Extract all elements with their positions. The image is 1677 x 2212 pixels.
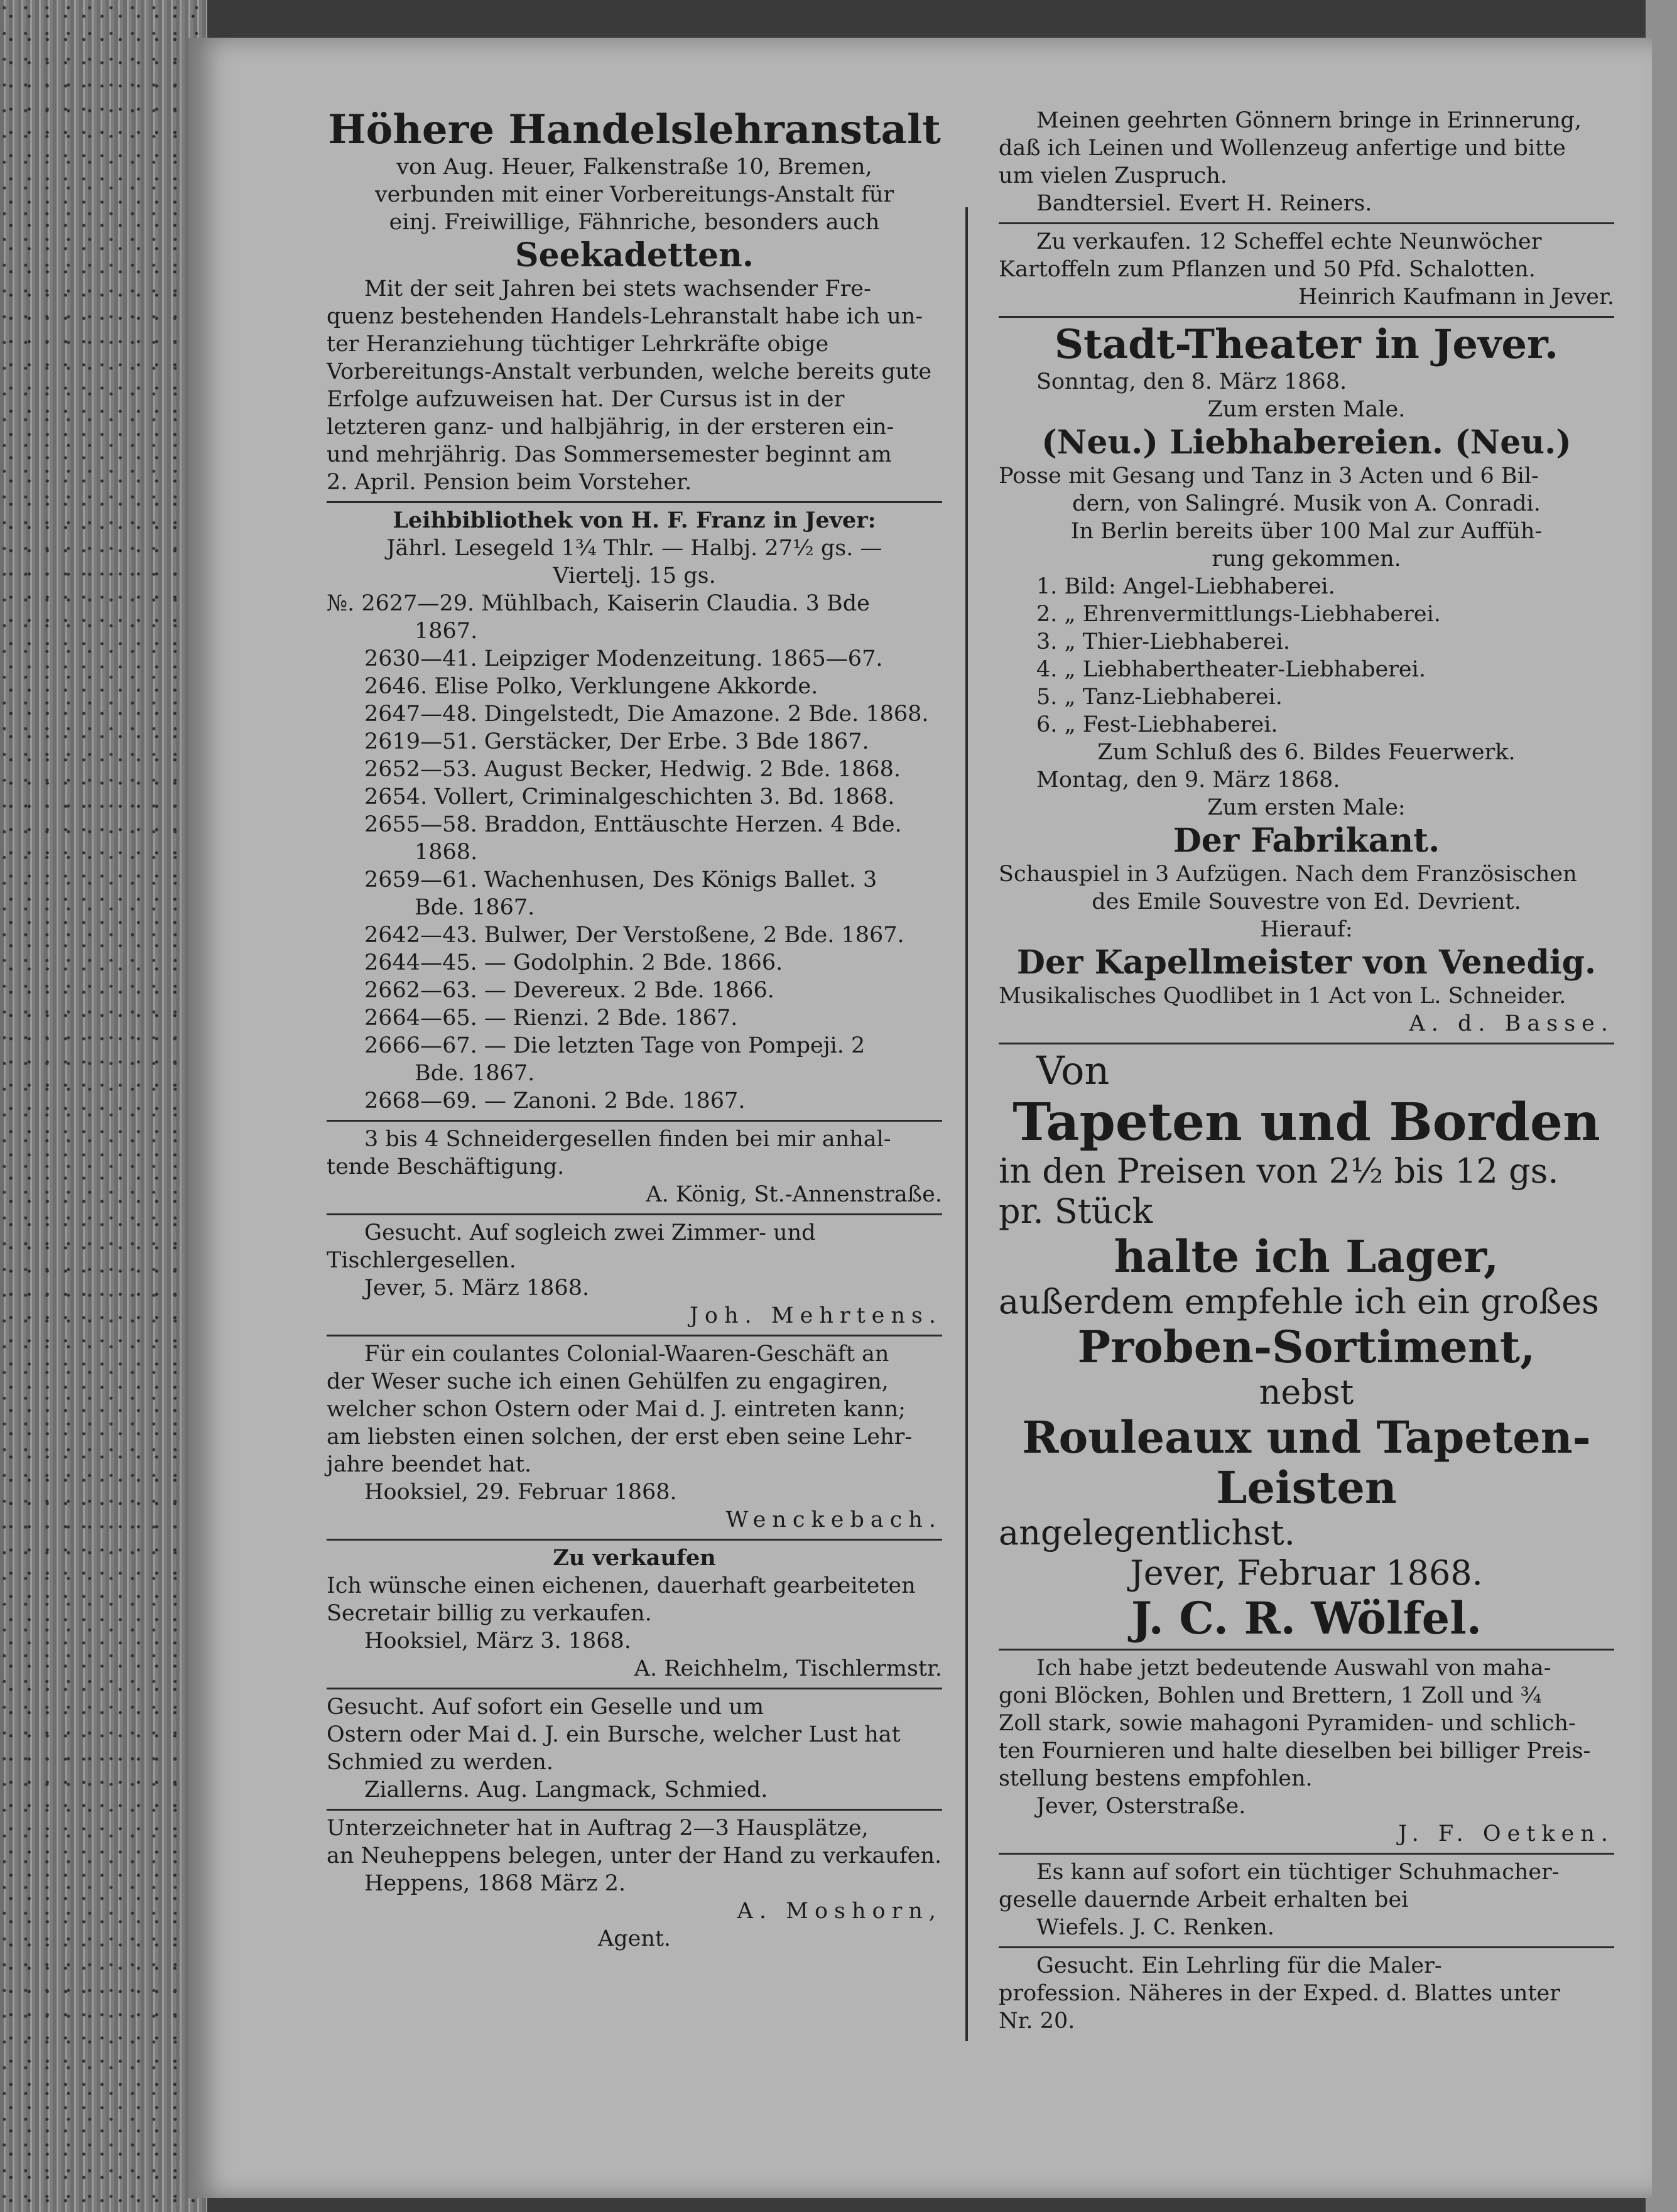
text-line: an Neuheppens belegen, unter der Hand zu verkaufen. [327,1843,942,1868]
text-line: J. F. Oetken. [1398,1821,1614,1846]
text-line: Jever, Februar 1868. [1130,1553,1483,1593]
text-line: 2666—67. — Die letzten Tage von Pompeji. 2 [364,1033,866,1058]
text-line: Der Fabrikant. [1173,821,1440,860]
text-line: halte ich Lager, [1114,1230,1499,1282]
text-line: jahre beendet hat. [327,1452,532,1477]
text-line: welcher schon Ostern oder Mai d. J. eintreten kann; [327,1397,906,1422]
text-line: Posse mit Gesang und Tanz in 3 Acten und 6 Bil- [999,464,1539,489]
section-divider [999,316,1614,318]
text-line: letzteren ganz- und halbjährig, in der ersteren ein- [327,415,894,440]
section-divider [327,1809,942,1811]
text-line: in den Preisen von 2½ bis 12 gs. [999,1151,1559,1191]
text-line: goni Blöcken, Bohlen und Brettern, 1 Zoll und ¾ [999,1683,1542,1708]
section-divider [999,222,1614,224]
text-line: tende Beschäftigung. [327,1154,565,1179]
text-line: 2619—51. Gerstäcker, Der Erbe. 3 Bde 1867. [364,729,869,754]
text-line: Erfolge aufzuweisen hat. Der Cursus ist in der [327,387,845,412]
text-line: des Emile Souvestre von Ed. Devrient. [1092,889,1521,914]
text-line: Secretair billig zu verkaufen. [327,1601,652,1626]
text-line: 5. „ Tanz-Liebhaberei. [1036,685,1283,710]
text-line: Unterzeichneter hat in Auftrag 2—3 Hausplätze, [327,1816,869,1841]
text-line: Heinrich Kaufmann in Jever. [1298,285,1614,310]
text-line: A. Reichhelm, Tischlermstr. [634,1656,942,1681]
text-line: der Weser suche ich einen Gehülfen zu engagiren, [327,1369,889,1394]
text-line: Heppens, 1868 März 2. [364,1871,626,1896]
text-line: Hooksiel, März 3. 1868. [364,1629,631,1654]
text-line: ter Heranziehung tüchtiger Lehrkräfte obige [327,332,829,357]
text-line: Nr. 20. [999,2009,1075,2034]
section-divider [999,1853,1614,1855]
text-line: angelegentlichst. [999,1513,1295,1553]
section-divider [999,1043,1614,1044]
text-line: Agent. [597,1926,671,1951]
text-line: Mit der seit Jahren bei stets wachsender Fre- [364,276,871,301]
text-line: Musikalisches Quodlibet in 1 Act von L. Schneider. [999,984,1566,1009]
text-line: Schmied zu werden. [327,1750,554,1775]
text-line: Ich habe jetzt bedeutende Auswahl von maha- [1036,1656,1551,1681]
text-line: Zoll stark, sowie mahagoni Pyramiden- und schlich- [999,1711,1576,1736]
text-line: Leihbibliothek von H. F. Franz in Jever: [393,507,876,533]
text-line: 1868. [415,840,478,865]
text-line: Zu verkaufen [553,1545,716,1571]
text-line: 2. April. Pension beim Vorsteher. [327,470,692,495]
text-line: 1. Bild: Angel-Liebhaberei. [1036,574,1335,599]
text-line: 2646. Elise Polko, Verklungene Akkorde. [364,674,818,699]
text-line: daß ich Leinen und Wollenzeug anfertige und bitte [999,136,1566,161]
text-line: J. C. R. Wölfel. [1131,1592,1482,1644]
text-line: Meinen geehrten Gönnern bringe in Erinnerung, [1036,108,1582,133]
text-line: 4. „ Liebhabertheater-Liebhaberei. [1036,657,1426,682]
text-line: 2. „ Ehrenvermittlungs-Liebhaberei. [1036,602,1441,627]
text-line: ten Fournieren und halte dieselben bei billiger Preis- [999,1738,1591,1764]
text-line: Kartoffeln zum Pflanzen und 50 Pfd. Schalotten. [999,257,1536,282]
text-line: Montag, den 9. März 1868. [1036,767,1340,793]
text-line: Ich wünsche einen eichenen, dauerhaft gearbeiteten [327,1573,916,1598]
text-line: Schauspiel in 3 Aufzügen. Nach dem Französischen [999,862,1577,887]
text-line: einj. Freiwillige, Fähnriche, besonders auch [389,210,880,235]
text-line: Zu verkaufen. 12 Scheffel echte Neunwöcher [1036,229,1542,254]
text-line: 2668—69. — Zanoni. 2 Bde. 1867. [364,1088,746,1114]
section-divider [327,1688,942,1689]
text-line: Viertelj. 15 gs. [553,563,716,588]
text-line: Der Kapellmeister von Venedig. [1016,943,1597,982]
text-line: 2659—61. Wachenhusen, Des Königs Ballet. 3 [364,867,877,892]
text-line: Rouleaux und Tapeten- [1022,1411,1591,1463]
text-line: Jever, 5. März 1868. [364,1276,590,1301]
text-line: Höhere Handelslehranstalt [328,106,941,153]
text-line: Es kann auf sofort ein tüchtiger Schuhmacher- [1036,1860,1560,1885]
text-line: Hooksiel, 29. Februar 1868. [364,1480,677,1505]
text-line: A. Moshorn, [737,1899,942,1924]
text-line: Zum ersten Male. [1207,397,1406,422]
text-line: Gesucht. Ein Lehrling für die Maler- [1036,1953,1442,1978]
text-line: stellung bestens empfohlen. [999,1766,1313,1791]
text-line: Vorbereitungs-Anstalt verbunden, welche bereits gute [327,359,932,384]
text-line: 2655—58. Braddon, Enttäuschte Herzen. 4 Bde. [364,812,902,837]
text-line: Wiefels. J. C. Renken. [1036,1915,1274,1940]
text-line: Zum ersten Male: [1207,795,1406,820]
text-line: Tapeten und Borden [1012,1092,1600,1152]
text-line: außerdem empfehle ich ein großes [999,1282,1599,1321]
text-line: Gesucht. Auf sogleich zwei Zimmer- und [364,1220,816,1245]
text-line: Joh. Mehrtens. [689,1303,942,1328]
text-line: Gesucht. Auf sofort ein Geselle und um [327,1694,764,1720]
section-divider [999,1649,1614,1651]
text-line: Hierauf: [1260,917,1353,942]
text-line: rung gekommen. [1212,546,1401,572]
text-line: und mehrjährig. Das Sommersemester beginnt am [327,442,892,467]
text-line: 2654. Vollert, Criminalgeschichten 3. Bd. 1868. [364,784,895,810]
column-divider [965,207,968,2041]
text-line: Tischlergesellen. [327,1248,516,1273]
text-line: In Berlin bereits über 100 Mal zur Auffüh- [1070,519,1543,544]
left-column [327,107,942,1953]
text-line: 3 bis 4 Schneidergesellen finden bei mir anhal- [364,1127,891,1152]
text-line: Sonntag, den 8. März 1868. [1036,369,1347,394]
section-divider [999,1946,1614,1948]
text-line: am liebsten einen solchen, der erst eben seine Lehr- [327,1424,913,1450]
text-line: Leisten [1216,1461,1397,1514]
text-line: verbunden mit einer Vorbereitungs-Anstalt für [374,182,894,207]
text-line: Ziallerns. Aug. Langmack, Schmied. [364,1777,768,1803]
text-line: 2647—48. Dingelstedt, Die Amazone. 2 Bde. 1868. [364,702,929,727]
section-divider [327,1539,942,1541]
section-divider [327,501,942,503]
text-line: 2662—63. — Devereux. 2 Bde. 1866. [364,978,774,1003]
text-line: Jever, Osterstraße. [1036,1794,1246,1819]
section-divider [327,1213,942,1215]
text-line: 2630—41. Leipziger Modenzeitung. 1865—67. [364,646,883,671]
text-line: Von [1036,1048,1110,1093]
text-line: №. 2627—29. Mühlbach, Kaiserin Claudia. 3 Bde [327,591,870,616]
text-line: Zum Schluß des 6. Bildes Feuerwerk. [1097,740,1516,765]
text-line: Bde. 1867. [415,895,535,920]
text-line: 2642—43. Bulwer, Der Verstoßene, 2 Bde. 1867. [364,923,904,948]
text-line: quenz bestehenden Handels-Lehranstalt habe ich un- [327,304,923,329]
text-line: 2644—45. — Godolphin. 2 Bde. 1866. [364,950,783,975]
text-line: geselle dauernde Arbeit erhalten bei [999,1887,1409,1912]
text-line: Stadt-Theater in Jever. [1054,321,1559,368]
text-line: 3. „ Thier-Liebhaberei. [1036,629,1290,654]
text-line: dern, von Salingré. Musik von A. Conradi. [1072,491,1541,516]
text-line: profession. Näheres in der Exped. d. Blattes unter [999,1981,1560,2006]
text-line: 6. „ Fest-Liebhaberei. [1036,712,1278,737]
text-line: pr. Stück [999,1191,1153,1231]
text-line: 2664—65. — Rienzi. 2 Bde. 1867. [364,1006,738,1031]
text-line: nebst [1259,1372,1354,1412]
text-line: A. König, St.-Annenstraße. [646,1182,942,1207]
book-page-edges [0,0,207,2212]
text-line: 2652—53. August Becker, Hedwig. 2 Bde. 1868. [364,757,901,782]
text-line: Ostern oder Mai d. J. ein Bursche, welcher Lust hat [327,1722,901,1747]
right-column [999,107,1614,2035]
text-line: von Aug. Heuer, Falkenstraße 10, Bremen, [396,155,872,180]
section-divider [327,1120,942,1122]
text-line: (Neu.) Liebhabereien. (Neu.) [1041,423,1571,462]
text-line: Wenckebach. [725,1507,942,1532]
text-line: 1867. [415,619,478,644]
text-line: Proben-Sortiment, [1077,1321,1536,1373]
text-line: A. d. Basse. [1409,1011,1614,1036]
text-line: Seekadetten. [515,236,754,274]
text-line: Für ein coulantes Colonial-Waaren-Geschäft an [364,1342,889,1367]
section-divider [327,1335,942,1336]
text-line: um vielen Zuspruch. [999,163,1227,188]
text-line: Bde. 1867. [415,1061,535,1086]
text-line: Jährl. Lesegeld 1¾ Thlr. — Halbj. 27½ gs. — [386,536,882,561]
text-line: Bandtersiel. Evert H. Reiners. [1036,191,1372,216]
